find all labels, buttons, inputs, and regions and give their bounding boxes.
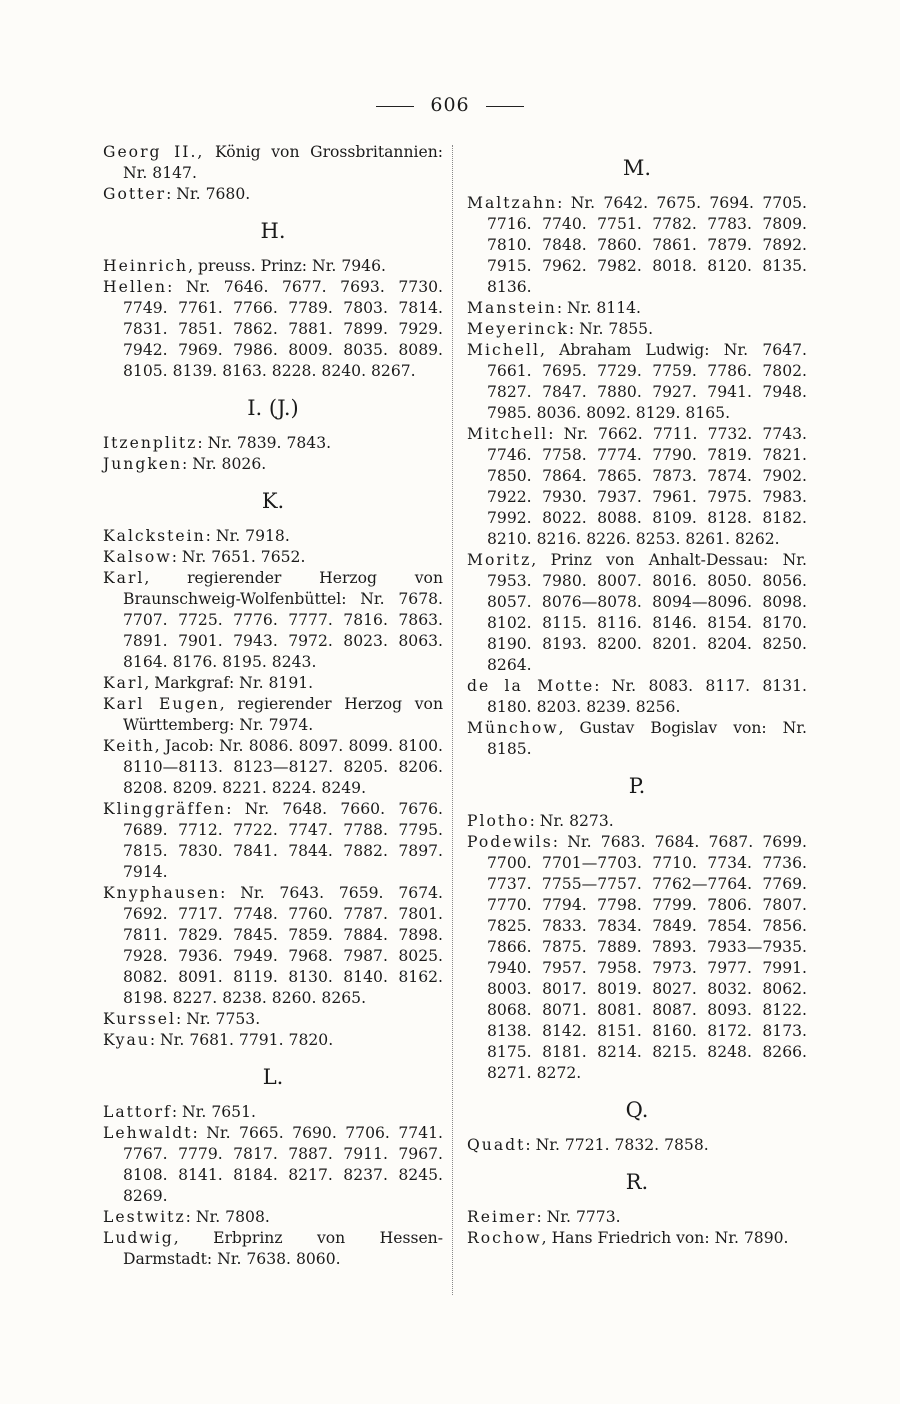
entry-references: : Nr. 7681. 7791. 7820. (149, 1031, 334, 1049)
entry-references: : Nr. 7753. (176, 1010, 261, 1028)
entry-name: Lestwitz (103, 1208, 186, 1226)
entry-references: : Nr. 8114. (556, 299, 641, 317)
index-entry (103, 1009, 443, 1030)
index-entry (467, 676, 807, 718)
entry-references: König von Grossbritannien: Nr. 8147. (123, 143, 443, 182)
entry-name: Heinrich (103, 257, 189, 275)
section-letter-heading: R. (625, 1170, 649, 1194)
header-rule-left (376, 106, 414, 107)
index-entry (103, 433, 443, 454)
index-entry (103, 547, 443, 568)
entry-references: : Nr. 7662. 7711. 7732. 7743. 7746. 7758. 7774. 7790. 7819. 7821. 7850. 7864. 7865. 7873. 7874. 7902. 7922. 7930. 7937. 7961. 7975. 7983. 7992. 8022. 8088. 8109. 8128. 8182. 8210. 8216. 8226. 8253. 8261. 8262. (487, 425, 807, 548)
entry-name: Meyerinck (467, 320, 569, 338)
entry-name: Lehwaldt (103, 1124, 193, 1142)
entry-name: Reimer (467, 1208, 537, 1226)
entry-name: Plotho (467, 812, 530, 830)
index-entry (103, 1030, 443, 1051)
entry-references: : Nr. 8083. 8117. 8131. 8180. 8203. 8239. 8256. (487, 677, 807, 716)
entry-name: Lattorf (103, 1103, 172, 1121)
entry-references: , Prinz von Anhalt-Dessau: Nr. 7953. 7980. 8007. 8016. 8050. 8056. 8057. 8076—8078. 8094—8096. 8098. 8102. 8115. 8116. 8146. 8154. 8170. 8190. 8193. 8200. 8201. 8204. 8250. 8264. (487, 551, 807, 674)
entry-name: Keith (103, 737, 155, 755)
entry-name: de la Motte (467, 677, 595, 695)
entry-name: Georg II., (103, 143, 205, 161)
index-entry (103, 1228, 443, 1270)
entry-name: Gotter (103, 185, 167, 203)
section-letter-heading: Q. (625, 1098, 649, 1122)
index-entry (103, 1123, 443, 1207)
entry-references: : Nr. 7839. 7843. (197, 434, 332, 452)
index-entry (103, 568, 443, 673)
entry-references: : Nr. 7680. (166, 185, 251, 203)
entry-references: : Nr. 7642. 7675. 7694. 7705. 7716. 7740. 7751. 7782. 7783. 7809. 7810. 7848. 7860. 7861. 7879. 7892. 7915. 7962. 7982. 8018. 8120. 8135. 8136. (487, 194, 807, 296)
section-letter-heading: K. (261, 489, 285, 513)
index-entry (467, 424, 807, 550)
index-entry (103, 256, 443, 277)
entry-name: Münchow (467, 719, 559, 737)
entry-references: , regierender Herzog von Braunschweig-Wolfenbüttel: Nr. 7678. 7707. 7725. 7776. 7777. 7816. 7863. 7891. 7901. 7943. 7972. 8023. 8063. 8164. 8176. 8195. 8243. (123, 569, 443, 671)
index-entry (103, 736, 443, 799)
entry-references: : Nr. 7643. 7659. 7674. 7692. 7717. 7748. 7760. 7787. 7801. 7811. 7829. 7845. 7859. 7884. 7898. 7928. 7936. 7949. 7968. 7987. 8025. 8082. 8091. 8119. 8130. 8140. 8162. 8198. 8227. 8238. 8260. 8265. (123, 884, 443, 1007)
entry-references: , Gustav Bogislav von: Nr. 8185. (487, 719, 807, 758)
header-rule-right (486, 106, 524, 107)
entry-name: Ludwig (103, 1229, 174, 1247)
entry-name: Podewils (467, 833, 553, 851)
index-entry (103, 184, 443, 205)
index-entry (103, 277, 443, 382)
entry-name: Rochow (467, 1229, 542, 1247)
entry-references: , Hans Friedrich von: Nr. 7890. (541, 1229, 789, 1247)
index-entry (467, 319, 807, 340)
index-entry (467, 550, 807, 676)
entry-references: , Erbprinz von Hessen-Darmstadt: Nr. 7638. 8060. (123, 1229, 443, 1268)
entry-references: : Nr. 7646. 7677. 7693. 7730. 7749. 7761. 7766. 7789. 7803. 7814. 7831. 7851. 7862. 7881. 7899. 7929. 7942. 7969. 7986. 8009. 8035. 8089. 8105. 8139. 8163. 8228. 8240. 8267. (123, 278, 443, 380)
index-entry (467, 340, 807, 424)
entry-references: : Nr. 8273. (529, 812, 614, 830)
entry-name: Quadt (467, 1136, 526, 1154)
section-letter-heading: M. (622, 156, 652, 180)
index-column-right (467, 142, 807, 1249)
page-number: 606 (430, 94, 470, 116)
entry-name: Klinggräffen (103, 800, 227, 818)
entry-name: Kalckstein (103, 527, 206, 545)
entry-name: Karl (103, 674, 145, 692)
section-letter-heading: L. (262, 1065, 284, 1089)
index-entry (103, 454, 443, 475)
entry-references: : Nr. 7648. 7660. 7676. 7689. 7712. 7722. 7747. 7788. 7795. 7815. 7830. 7841. 7844. 7882. 7897. 7914. (123, 800, 443, 881)
section-letter-heading: P. (628, 774, 646, 798)
index-entry (103, 694, 443, 736)
entry-name: Itzenplitz (103, 434, 198, 452)
entry-name: Hellen (103, 278, 168, 296)
entry-name: Karl Eugen (103, 695, 220, 713)
entry-name: Jungken (103, 455, 183, 473)
entry-name: Kalsow (103, 548, 172, 566)
entry-references: : Nr. 7683. 7684. 7687. 7699. 7700. 7701—7703. 7710. 7734. 7736. 7737. 7755—7757. 7762—7764. 7769. 7770. 7794. 7798. 7799. 7806. 7807. 7825. 7833. 7834. 7849. 7854. 7856. 7866. 7875. 7889. 7893. 7933—7935. 7940. 7957. 7958. 7973. 7977. 7991. 8003. 8017. 8019. 8027. 8032. 8062. 8068. 8071. 8081. 8087. 8093. 8122. 8138. 8142. 8151. 8160. 8172. 8173. 8175. 8181. 8214. 8215. 8248. 8266. 8271. 8272. (487, 833, 807, 1082)
index-entry (103, 142, 443, 184)
index-column-left (103, 142, 443, 1270)
column-divider (452, 145, 453, 1295)
entry-references: , Abraham Ludwig: Nr. 7647. 7661. 7695. 7729. 7759. 7786. 7802. 7827. 7847. 7880. 7927. 7941. 7948. 7985. 8036. 8092. 8129. 8165. (487, 341, 807, 422)
entry-name: Moritz (467, 551, 532, 569)
index-entry (467, 832, 807, 1084)
section-letter-heading: H. (260, 219, 286, 243)
entry-name: Mitchell (467, 425, 549, 443)
entry-name: Kyau (103, 1031, 150, 1049)
entry-references: : Nr. 7808. (185, 1208, 270, 1226)
index-entry (467, 1135, 807, 1156)
section-letter-heading: I. (J.) (247, 396, 299, 420)
entry-references: : Nr. 7651. (171, 1103, 256, 1121)
index-entry (103, 673, 443, 694)
index-entry (467, 1207, 807, 1228)
entry-references: , Jacob: Nr. 8086. 8097. 8099. 8100. 8110—8113. 8123—8127. 8205. 8206. 8208. 8209. 8221. 8224. 8249. (123, 737, 443, 797)
entry-references: , preuss. Prinz: Nr. 7946. (188, 257, 386, 275)
entry-name: Manstein (467, 299, 557, 317)
entry-references: : Nr. 7721. 7832. 7858. (525, 1136, 709, 1154)
entry-name: Kurssel (103, 1010, 177, 1028)
entry-name: Knyphausen (103, 884, 221, 902)
entry-references: : Nr. 8026. (182, 455, 267, 473)
entry-name: Karl (103, 569, 145, 587)
entry-references: , Markgraf: Nr. 8191. (144, 674, 314, 692)
page-header (0, 94, 900, 116)
entry-name: Maltzahn (467, 194, 558, 212)
index-entry (467, 193, 807, 298)
index-entry (103, 526, 443, 547)
entry-references: , regierender Herzog von Württemberg: Nr. 7974. (123, 695, 443, 734)
index-entry (103, 883, 443, 1009)
index-entry (103, 1102, 443, 1123)
index-entry (467, 1228, 807, 1249)
entry-references: : Nr. 7855. (568, 320, 654, 338)
entry-references: : Nr. 7651. 7652. (171, 548, 306, 566)
index-entry (467, 811, 807, 832)
index-entry (103, 1207, 443, 1228)
index-entry (103, 799, 443, 883)
entry-references: : Nr. 7665. 7690. 7706. 7741. 7767. 7779. 7817. 7887. 7911. 7967. 8108. 8141. 8184. 8217. 8237. 8245. 8269. (123, 1124, 443, 1205)
entry-references: : Nr. 7773. (536, 1208, 621, 1226)
index-entry (467, 298, 807, 319)
entry-references: : Nr. 7918. (205, 527, 290, 545)
entry-name: Michell (467, 341, 540, 359)
index-entry (467, 718, 807, 760)
